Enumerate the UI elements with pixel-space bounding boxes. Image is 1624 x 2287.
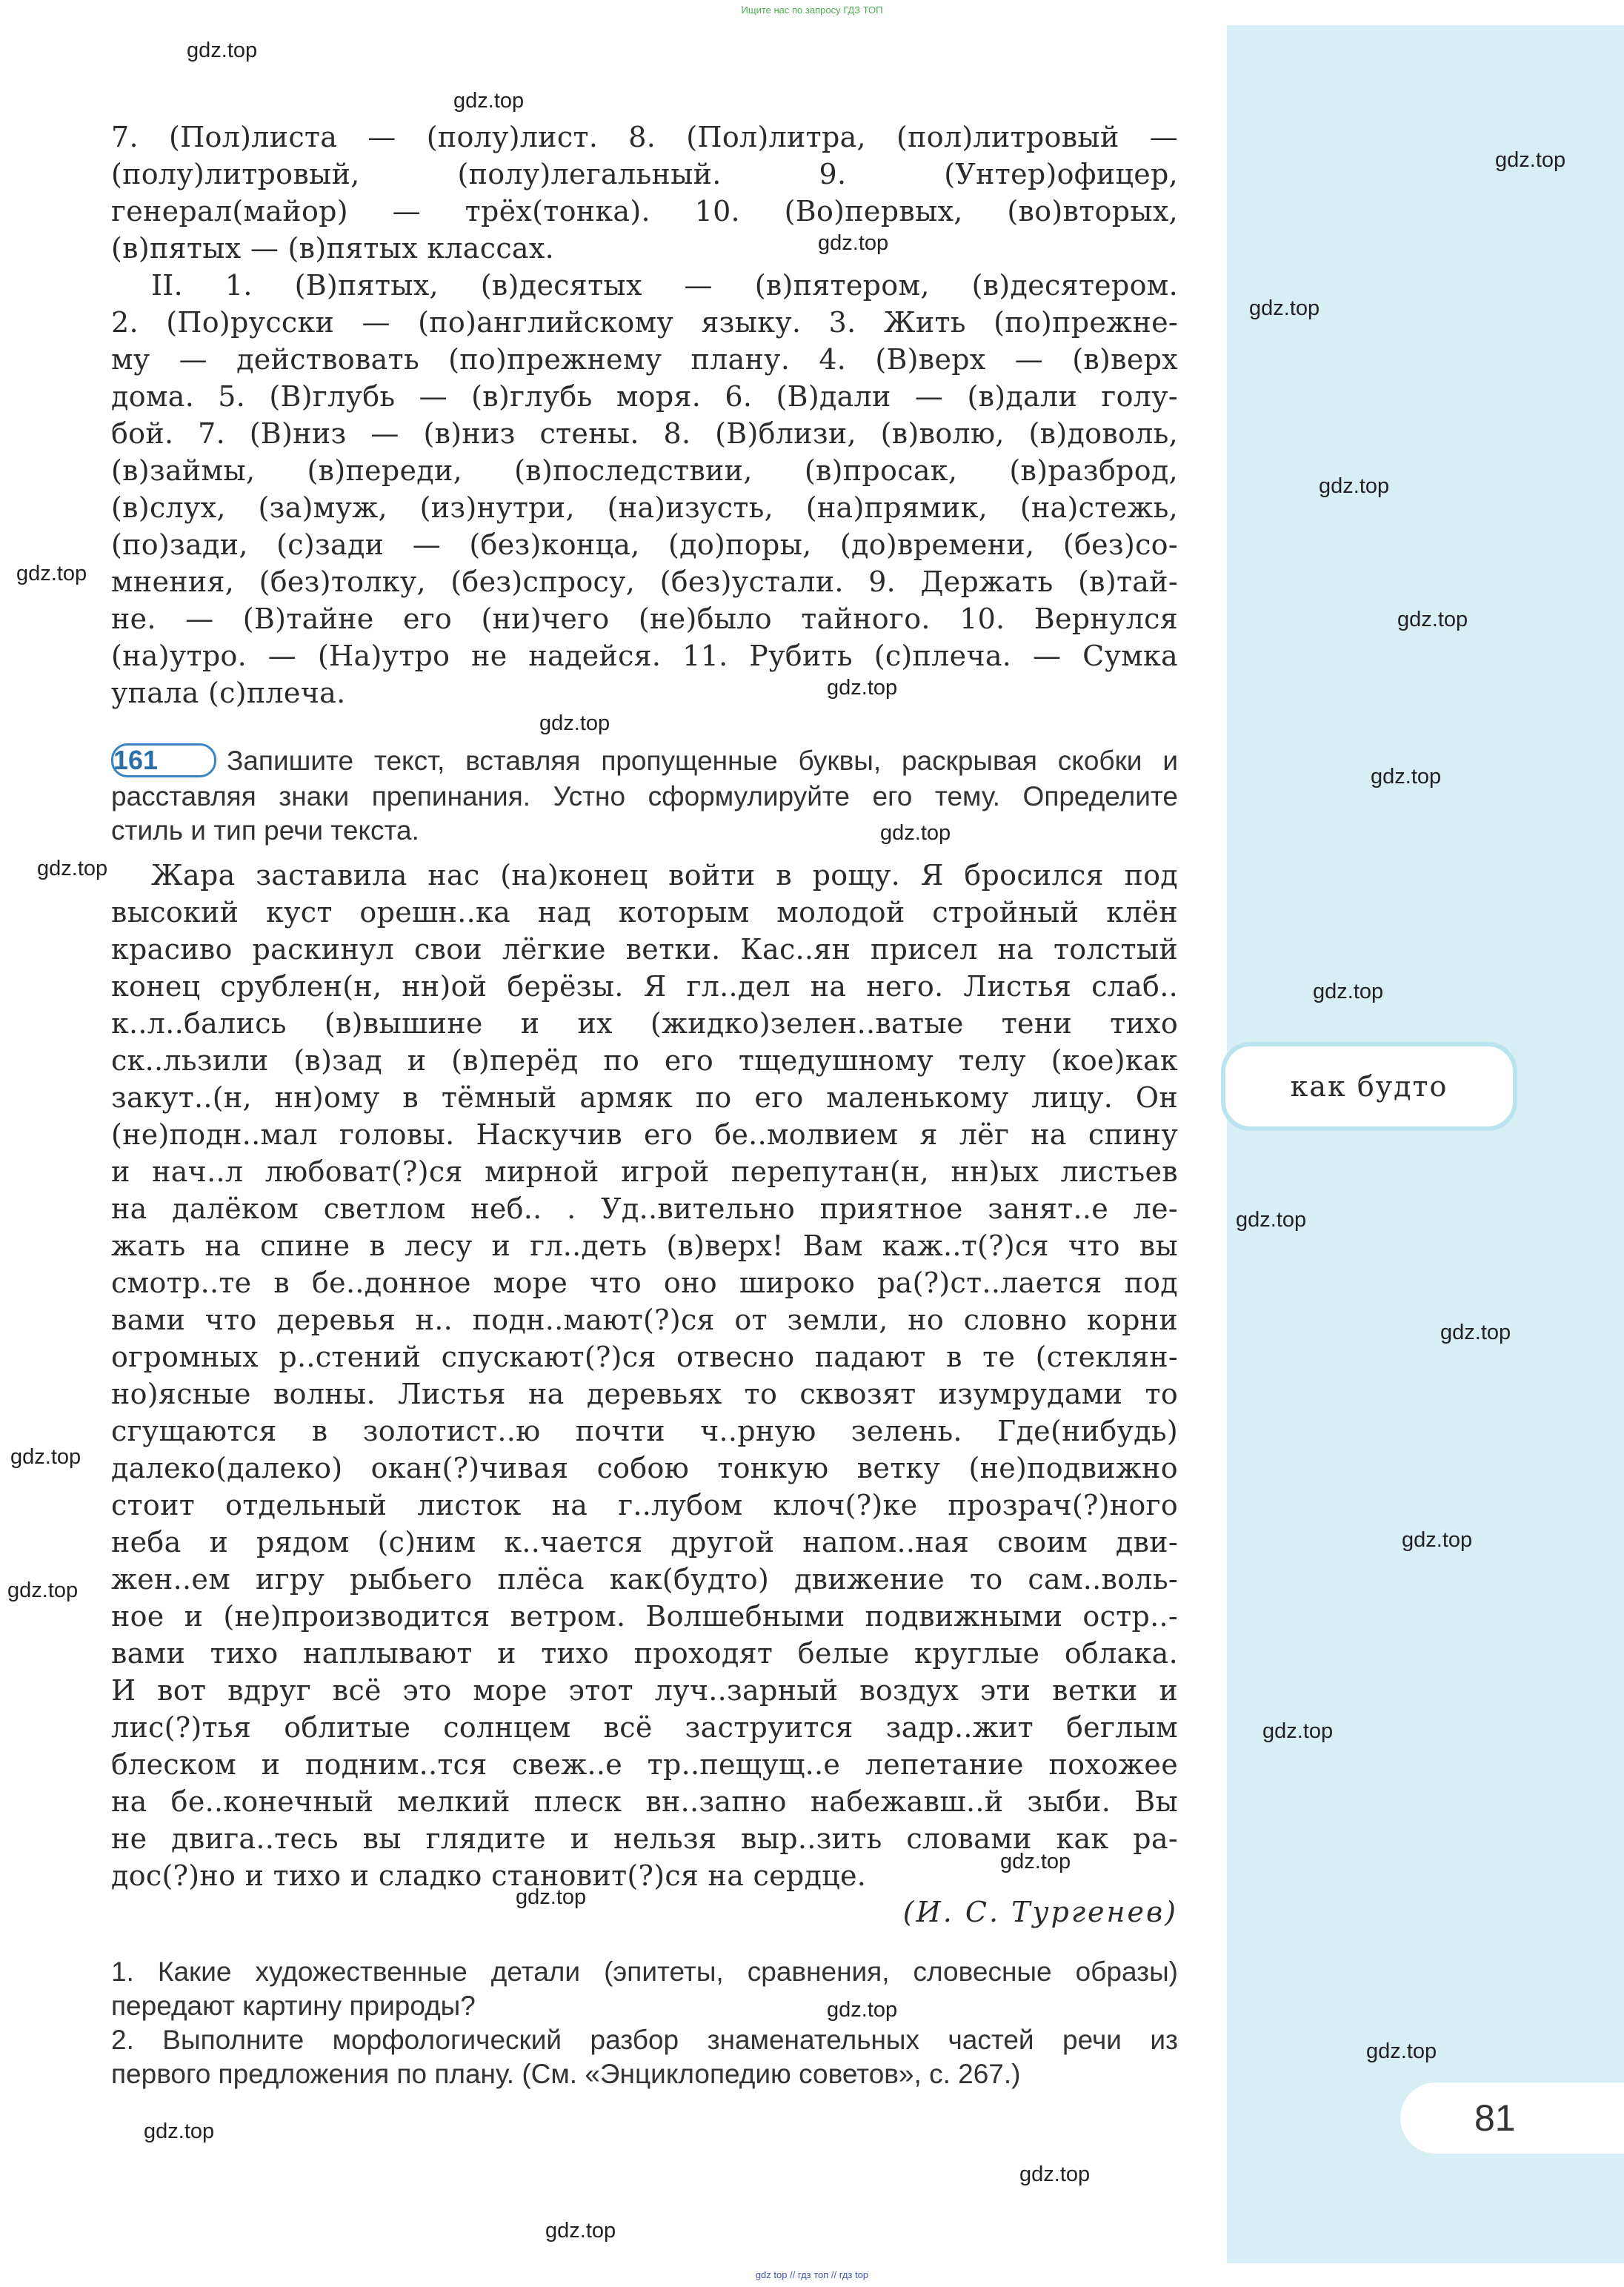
footer-note: gdz top // гдз топ // гдз top <box>755 2269 869 2280</box>
text-line: лис(?)тья облитые солнцем всё заструится задр..жит беглым <box>111 1711 1178 1744</box>
text-line: но)ясные волны. Листья на деревьях то сквозят изумрудами то <box>111 1378 1178 1410</box>
text-line: 2. (По)русски — (по)английскому языку. 3. Жить (по)прежне- <box>111 306 1178 339</box>
text-line: (не)подн..мал головы. Наскучив его бе..молвием я лёг на спину <box>111 1118 1178 1151</box>
text-line: огромных р..стений спускают(?)ся отвесно падают в те (стеклян- <box>111 1341 1178 1373</box>
text-line: и нач..л любоват(?)ся мирной игрой перепутан(н, нн)ых листьев <box>111 1155 1178 1188</box>
text-line: вами тихо наплывают и тихо проходят белые круглые облака. <box>111 1637 1178 1670</box>
text-line: не. — (В)тайне его (ни)чего (не)было тайного. 10. Вернулся <box>111 603 1178 635</box>
text-line: (полу)литровый, (полу)легальный. 9. (Унтер)офицер, <box>111 158 1178 190</box>
watermark: gdz.top <box>1397 608 1468 631</box>
question-line: передают картину природы? <box>111 1991 476 2021</box>
watermark: gdz.top <box>1019 2162 1091 2186</box>
watermark: gdz.top <box>187 39 258 62</box>
text-line: дос(?)но и тихо и сладко становит(?)ся на сердце. <box>111 1859 867 1892</box>
text-line: закут..(н, нн)ому в тёмный армяк по его маленькому лицу. Он <box>111 1081 1178 1114</box>
text-line: 7. (Пол)листа — (полу)лист. 8. (Пол)литра, (пол)литровый — <box>111 121 1178 153</box>
watermark: gdz.top <box>880 821 951 845</box>
text-line: высокий куст орешн..ка над которым молодой стройный клён <box>111 896 1178 929</box>
watermark: gdz.top <box>827 676 898 700</box>
question-line: 2. Выполните морфологический разбор знаменательных частей речи из <box>111 2025 1178 2055</box>
text-line: к..л..бались (в)вышине и их (жидко)зелен..ватые тени тихо <box>111 1007 1178 1040</box>
watermark: gdz.top <box>818 231 889 255</box>
text-line: Жара заставила нас (на)конец войти в рощу. Я бросился под <box>151 859 1178 892</box>
page-number: 81 <box>1400 2082 1624 2154</box>
watermark: gdz.top <box>1000 1850 1071 1873</box>
text-line: конец срублен(н, нн)ой берёзы. Я гл..дел на него. Листья слаб.. <box>111 970 1178 1003</box>
watermark: gdz.top <box>1440 1321 1511 1344</box>
text-line: стоит отдельный листок на г..лубом клоч(?)ке прозрач(?)ного <box>111 1489 1178 1521</box>
sidebar-margin <box>1227 25 1624 2263</box>
text-line: ск..льзили (в)зад и (в)перёд по его тщедушному телу (кое)как <box>111 1044 1178 1077</box>
text-line: (в)слух, (за)муж, (из)нутри, (на)изусть, (на)прямик, (на)стежь, <box>111 491 1178 524</box>
watermark: gdz.top <box>545 2219 616 2243</box>
watermark: gdz.top <box>10 1445 81 1469</box>
watermark: gdz.top <box>1313 980 1384 1003</box>
text-line: блеском и подним..тся свеж..е тр..пещущ..е лепетание похожее <box>111 1748 1178 1781</box>
text-line: красиво раскинул свои лёгкие ветки. Кас..ян присел на толстый <box>111 933 1178 966</box>
text-line: му — действовать (по)прежнему плану. 4. (В)верх — (в)верх <box>111 343 1178 376</box>
text-line: дома. 5. (В)глубь — (в)глубь моря. 6. (В)дали — (в)дали голу- <box>111 380 1178 413</box>
watermark: gdz.top <box>1262 1719 1334 1743</box>
task-line: стиль и тип речи текста. <box>111 815 419 846</box>
question-line: первого предложения по плану. (См. «Энциклопедию советов», с. 267.) <box>111 2059 1021 2089</box>
text-line: II. 1. (В)пятых, (в)десятых — (в)пятером, (в)десятером. <box>151 269 1178 302</box>
watermark: gdz.top <box>1371 765 1442 789</box>
text-line: жать на спине в лесу и гл..деть (в)верх! Вам каж..т(?)ся что вы <box>111 1229 1178 1262</box>
questions <box>111 1955 1178 2091</box>
part1-text <box>111 119 1178 267</box>
text-line: далеко(далеко) окан(?)чивая собою тонкую ветку (не)подвижно <box>111 1452 1178 1484</box>
watermark: gdz.top <box>7 1579 79 1602</box>
part2-text <box>111 267 1178 711</box>
text-line: (по)зади, (с)зади — (без)конца, (до)поры, (до)времени, (без)со- <box>111 528 1178 561</box>
watermark: gdz.top <box>1249 296 1320 320</box>
text-line: (в)пятых — (в)пятых классах. <box>111 232 554 265</box>
text-line: вами что деревья н.. подн..мают(?)ся от земли, но словно корни <box>111 1304 1178 1336</box>
watermark: gdz.top <box>37 857 108 880</box>
text-line: смотр..те в бе..донное море что оно широко ра(?)ст..лается под <box>111 1267 1178 1299</box>
text-line: неба и рядом (с)ним к..чается другой напом..ная своим дви- <box>111 1526 1178 1559</box>
watermark: gdz.top <box>1366 2039 1437 2063</box>
text-line: (в)займы, (в)переди, (в)последствии, (в)просак, (в)разброд, <box>111 454 1178 487</box>
text-line: упала (с)плеча. <box>111 677 346 709</box>
author-attribution: (И. С. Тургенев) <box>902 1896 1178 1928</box>
text-line: бой. 7. (В)низ — (в)низ стены. 8. (В)близи, (в)волю, (в)доволь, <box>111 417 1178 450</box>
watermark: gdz.top <box>827 1998 898 2022</box>
watermark: gdz.top <box>539 711 610 735</box>
question-line: 1. Какие художественные детали (эпитеты, сравнения, словесные образы) <box>111 1956 1178 1987</box>
text-line: на бе..конечный мелкий плеск вн..запно набежавш..й зыби. Вы <box>111 1785 1178 1818</box>
watermark: gdz.top <box>1319 474 1390 498</box>
exercise-number-badge: 161 <box>111 743 216 777</box>
text-line: (на)утро. — (На)утро не надейся. 11. Рубить (с)плеча. — Сумка <box>111 640 1178 672</box>
text-line: не двига..тесь вы глядите и нельзя выр..зить словами как ра- <box>111 1822 1178 1855</box>
task-line: Запишите текст, вставляя пропущенные буквы, раскрывая скобки и <box>227 746 1178 776</box>
exercise-text <box>111 857 1178 1894</box>
text-line: жен..ем игру рыбьего плёса как(будто) движение то сам..воль- <box>111 1563 1178 1596</box>
sidebar-note-box: как будто <box>1221 1042 1517 1131</box>
exercise-task <box>111 744 1178 848</box>
text-line: мнения, (без)толку, (без)спросу, (без)устали. 9. Держать (в)тай- <box>111 565 1178 598</box>
text-line: сгущаются в золотист..ю почти ч..рную зелень. Где(нибудь) <box>111 1415 1178 1447</box>
text-line: И вот вдруг всё это море этот луч..зарный воздух эти ветки и <box>111 1674 1178 1707</box>
text-line: на далёком светлом неб.. . Уд..вительно приятное занят..е ле- <box>111 1192 1178 1225</box>
watermark: gdz.top <box>453 89 525 113</box>
text-line: ное и (не)производится ветром. Волшебными подвижными остр..- <box>111 1600 1178 1633</box>
watermark: gdz.top <box>516 1885 587 1909</box>
watermark: gdz.top <box>144 2120 215 2143</box>
text-line: генерал(майор) — трёх(тонка). 10. (Во)первых, (во)вторых, <box>111 195 1178 228</box>
header-note: Ищите нас по запросу ГДЗ ТОП <box>741 4 883 16</box>
task-line: расставляя знаки препинания. Устно сформулируйте его тему. Определите <box>111 781 1178 812</box>
watermark: gdz.top <box>1495 148 1566 172</box>
watermark: gdz.top <box>1402 1528 1473 1552</box>
watermark: gdz.top <box>1236 1208 1307 1232</box>
watermark: gdz.top <box>16 562 87 585</box>
